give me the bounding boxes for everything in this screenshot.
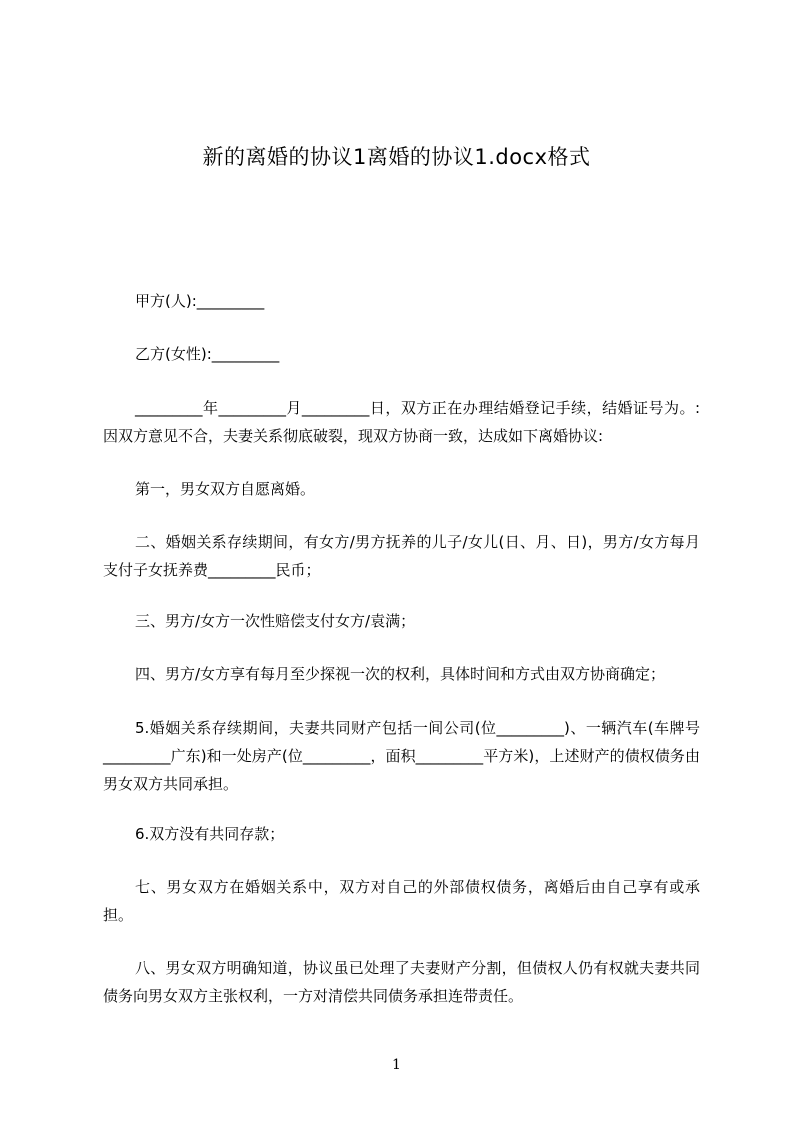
page-number: 1 xyxy=(392,1057,401,1073)
party-b-line: 乙方(女性):_________ xyxy=(135,345,280,363)
party-a-line: 甲方(人):_________ xyxy=(135,292,265,310)
clause-7: 七、男女双方在婚姻关系中，双方对自己的外部债权债务，离婚后由自己享有或承担。 xyxy=(103,878,700,924)
clause-4: 四、男方/女方享有每月至少探视一次的权利，具体时间和方式由双方协商确定； xyxy=(135,665,666,683)
clause-6: 6.双方没有共同存款； xyxy=(135,825,285,843)
clause-8: 八、男女双方明确知道，协议虽已处理了夫妻财产分割，但债权人仍有权就夫妻共同债务向男女双方主张权利，一方对清偿共同债务承担连带责任。 xyxy=(103,959,700,1005)
clause-1: 第一，男女双方自愿离婚。 xyxy=(135,480,316,498)
document-title: 新的离婚的协议1离婚的协议1.docx格式 xyxy=(202,145,591,169)
clause-5: 5.婚姻关系存续期间，夫妻共同财产包括一间公司(位_________)、一辆汽车(车牌号_________广东)和一处房产(位_________，面积_________平方米)，上述财产的债权债务由男女双方共同承担。 xyxy=(103,719,700,793)
clause-2: 二、婚姻关系存续期间，有女方/男方抚养的儿子/女儿(日、月、日)，男方/女方每月支付子女抚养费_________民币； xyxy=(103,533,700,579)
intro-paragraph: _________年_________月_________日，双方正在办理结婚登记手续，结婚证号为。:因双方意见不合，夫妻关系彻底破裂，现双方协商一致，达成如下离婚协议: xyxy=(103,399,700,445)
clause-3: 三、男方/女方一次性赔偿支付女方/袁满； xyxy=(135,612,416,630)
